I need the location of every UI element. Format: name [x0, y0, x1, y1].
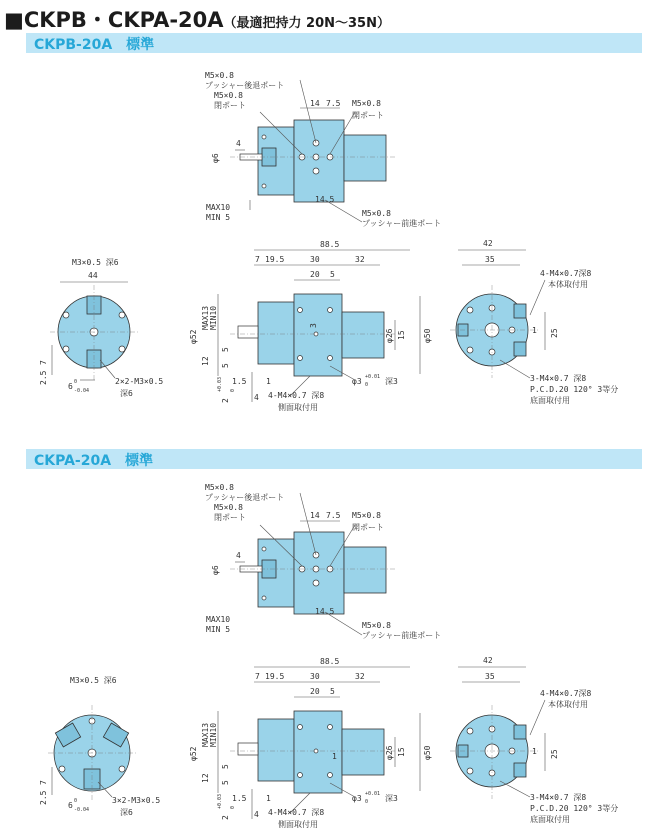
label: 7 — [255, 255, 260, 264]
mount-hole — [63, 312, 69, 318]
label: MAX10 — [206, 203, 231, 212]
label: φ6 — [211, 565, 220, 575]
side-view-jaw-block — [258, 302, 294, 364]
end-view-tab — [514, 725, 526, 739]
label: 20 — [310, 687, 320, 696]
label: M5×0.8 — [205, 483, 234, 492]
label: 7 — [39, 780, 48, 785]
label: プッシャー後退ポート — [205, 81, 285, 90]
label: 閉ポート — [214, 101, 246, 110]
label: 88.5 — [320, 657, 340, 666]
label: 14.5 — [315, 607, 335, 616]
top-view-body — [294, 532, 344, 614]
label: 42 — [483, 239, 493, 248]
label: 深6 — [120, 808, 133, 817]
label: 7 — [39, 360, 48, 365]
label: 1 — [266, 377, 271, 386]
label: 5 — [221, 363, 230, 368]
label: MAX13 — [201, 305, 210, 330]
label: 1 — [332, 752, 337, 761]
label: プッシャー後退ポート — [205, 493, 285, 502]
front-view — [39, 258, 163, 398]
drawing-ckpa-20a — [0, 415, 648, 834]
label: 5 — [221, 764, 230, 769]
label: 4 — [254, 810, 259, 819]
label: 本体取付用 — [548, 700, 588, 709]
front-view — [39, 676, 160, 817]
screw-hole — [262, 547, 266, 551]
label: 6 — [68, 382, 73, 391]
label: 1.5 — [232, 377, 247, 386]
side-view — [189, 657, 432, 829]
label: 本体取付用 — [548, 280, 588, 289]
label: 25 — [550, 328, 559, 338]
label: 開ポート — [352, 111, 384, 120]
label: 側面取付用 — [278, 403, 318, 412]
label: 3-M4×0.7 深8 — [530, 374, 587, 383]
label: 30 — [310, 672, 320, 681]
label: 0 — [230, 805, 236, 809]
label: 底面取付用 — [530, 815, 570, 824]
mount-hole — [119, 766, 125, 772]
label: 深3 — [385, 794, 398, 803]
label: 5 — [330, 270, 335, 279]
mount-hole — [467, 347, 473, 353]
label: M3×0.5 深6 — [70, 676, 117, 685]
label: 25 — [550, 749, 559, 759]
label: 0 — [230, 388, 236, 392]
label: M5×0.8 — [352, 511, 381, 520]
label: 4 — [236, 139, 241, 148]
label: 2.5 — [39, 790, 48, 805]
label: -0.04 — [74, 388, 90, 394]
label: 1 — [532, 747, 537, 756]
end-view — [450, 239, 618, 405]
label: MAX13 — [201, 722, 210, 747]
label: 32 — [355, 255, 365, 264]
label: 4-M4×0.7深8 — [540, 269, 592, 278]
label: 7.5 — [326, 99, 341, 108]
side-view-rod — [238, 743, 258, 755]
page-title-main: ■CKPB・CKPA-20A — [4, 8, 224, 32]
side-hole — [328, 308, 333, 313]
side-hole — [328, 773, 333, 778]
label: 12 — [201, 773, 210, 783]
screw-hole — [262, 184, 266, 188]
side-view-cylinder — [342, 312, 384, 358]
label: 1 — [532, 326, 537, 335]
side-view-cylinder — [342, 729, 384, 775]
label: M5×0.8 — [352, 99, 381, 108]
mount-hole — [467, 728, 473, 734]
label: M5×0.8 — [362, 621, 391, 630]
page-title-sub: （最適把持力 20N～35N） — [223, 16, 390, 31]
label: φ3 — [352, 794, 362, 803]
label: 2×2-M3×0.5 — [115, 377, 164, 386]
label: 4-M4×0.7深8 — [540, 689, 592, 698]
mount-hole — [119, 312, 125, 318]
label: 0 — [74, 379, 78, 385]
label: 0 — [74, 798, 78, 804]
label: 32 — [355, 672, 365, 681]
top-view — [205, 483, 441, 640]
screw-hole — [262, 135, 266, 139]
label: M5×0.8 — [362, 209, 391, 218]
label: 0 — [365, 799, 369, 805]
label: 1 — [266, 794, 271, 803]
label: φ52 — [189, 746, 198, 761]
label: M5×0.8 — [205, 71, 234, 80]
label: 14.5 — [315, 195, 335, 204]
end-view-tab — [514, 342, 526, 356]
side-hole — [328, 725, 333, 730]
label: 深6 — [120, 389, 133, 398]
label: M3×0.5 深6 — [72, 258, 119, 267]
label: φ52 — [189, 329, 198, 344]
label: 35 — [485, 672, 495, 681]
label: 12 — [201, 356, 210, 366]
label: 35 — [485, 255, 495, 264]
label: プッシャー前進ポート — [362, 631, 442, 640]
label: 底面取付用 — [530, 396, 570, 405]
screw-hole — [262, 596, 266, 600]
label: 3-M4×0.7 深8 — [530, 793, 587, 802]
label: +0.01 — [365, 374, 381, 380]
port-hole — [313, 580, 319, 586]
label: 20 — [310, 270, 320, 279]
side-view — [189, 240, 432, 412]
label: 19.5 — [265, 672, 285, 681]
label: 3 — [309, 323, 318, 328]
label: M5×0.8 — [214, 503, 243, 512]
label: MIN10 — [209, 305, 218, 330]
label: φ50 — [423, 745, 432, 760]
label: φ3 — [352, 377, 362, 386]
side-hole — [328, 356, 333, 361]
label: 4-M4×0.7 深8 — [268, 808, 325, 817]
label: φ50 — [423, 328, 432, 343]
label: 1.5 — [232, 794, 247, 803]
label: +0.03 — [217, 376, 223, 392]
label: 2 — [221, 815, 230, 820]
label: P.C.D.20 120° 3等分 — [530, 804, 619, 813]
mount-hole — [467, 768, 473, 774]
top-view-cylinder — [344, 135, 386, 181]
end-view-tab — [514, 304, 526, 318]
port-hole — [313, 168, 319, 174]
label: 14 — [310, 99, 320, 108]
label: 開ポート — [352, 523, 384, 532]
label: 深3 — [385, 377, 398, 386]
label: 14 — [310, 511, 320, 520]
mount-hole — [119, 346, 125, 352]
label: 15 — [397, 747, 406, 757]
top-view — [205, 71, 441, 228]
section-heading: CKPA-20A 標準 — [34, 453, 154, 469]
drawing-ckpb-20a — [0, 0, 648, 415]
end-view — [450, 656, 618, 824]
label: 7 — [255, 672, 260, 681]
section-heading: CKPB-20A 標準 — [34, 37, 155, 53]
label: φ26 — [385, 745, 394, 760]
side-hole — [298, 356, 303, 361]
label: 7.5 — [326, 511, 341, 520]
top-view-cylinder — [344, 547, 386, 593]
label: φ6 — [211, 153, 220, 163]
label: 5 — [330, 687, 335, 696]
mount-hole — [63, 346, 69, 352]
label: 88.5 — [320, 240, 340, 249]
label: 42 — [483, 656, 493, 665]
label: 15 — [397, 330, 406, 340]
label: 側面取付用 — [278, 820, 318, 829]
label: 3×2-M3×0.5 — [112, 796, 161, 805]
label: MIN 5 — [206, 213, 231, 222]
label: 4-M4×0.7 深8 — [268, 391, 325, 400]
side-view-rod — [238, 326, 258, 338]
side-hole — [298, 308, 303, 313]
side-view-jaw-block — [258, 719, 294, 781]
label: 4 — [236, 551, 241, 560]
label: 2.5 — [39, 370, 48, 385]
label: 44 — [88, 271, 98, 280]
label: MIN10 — [209, 722, 218, 747]
label: 2 — [221, 398, 230, 403]
end-view-tab — [514, 763, 526, 777]
label: 0 — [365, 382, 369, 388]
label: P.C.D.20 120° 3等分 — [530, 385, 619, 394]
label: φ26 — [385, 328, 394, 343]
mount-hole — [467, 307, 473, 313]
label: 6 — [68, 801, 73, 810]
side-hole — [298, 725, 303, 730]
label: 19.5 — [265, 255, 285, 264]
label: 30 — [310, 255, 320, 264]
top-view-body — [294, 120, 344, 202]
label: MIN 5 — [206, 625, 231, 634]
label: 閉ポート — [214, 513, 246, 522]
label: M5×0.8 — [214, 91, 243, 100]
label: -0.04 — [74, 807, 90, 813]
label: 4 — [254, 393, 259, 402]
label: +0.03 — [217, 793, 223, 809]
label: 5 — [221, 780, 230, 785]
mount-hole — [59, 766, 65, 772]
label: 5 — [221, 347, 230, 352]
side-hole — [298, 773, 303, 778]
label: MAX10 — [206, 615, 231, 624]
label: プッシャー前進ポート — [362, 219, 442, 228]
label: +0.01 — [365, 791, 381, 797]
